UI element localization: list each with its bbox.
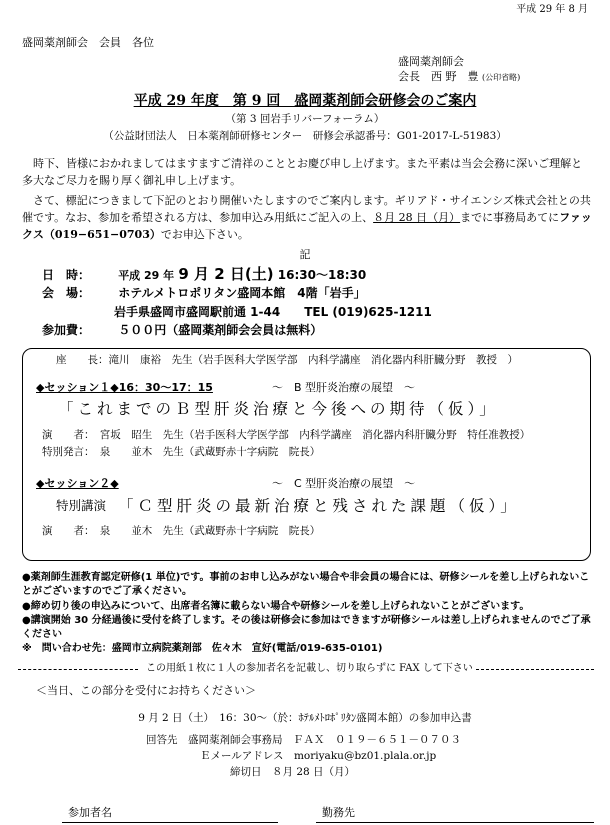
venue-row (42, 285, 366, 301)
note-reception-close: ●講演開始 30 分経過後に受付を終了します。その後は研修会に参加はできますが研修シールは差し上げられませんのでご了承ください (22, 615, 591, 640)
form-email: Ｅメールアドレス moriyaku@bz01.plala.or.jp (200, 750, 437, 762)
venue-address: 岩手県盛岡市盛岡駅前通 1-44 TEL (019)625-1211 (114, 305, 432, 319)
announcement-text: さて、標記につきまして下記のとおり開催いたしますのでご案内します。ギリアド・サイエンシズ株式会社との共催です。なお、参加を希望される方は、参加申込み用紙にご記入の上、 (22, 194, 591, 224)
fee-row (42, 322, 322, 338)
form-recipient: 回答先 盛岡薬剤師会事務局 ＦＡＸ ０１９－６５１－０７０３ (146, 734, 461, 746)
cut-line-right (476, 669, 594, 670)
subtitle: （第 3 回岩手リバーフォーラム） (225, 113, 385, 125)
fee-label: 参加費： (42, 323, 91, 337)
ki-mark: 記 (299, 248, 311, 261)
session1-label: ◆セッション１◆16：30～17：15 (36, 381, 213, 394)
session2-kind: 特別講演 (56, 498, 107, 513)
announcement-text-end: でお申込下さい。 (160, 228, 249, 241)
note-late-registration: ●締め切り後の申込みについて、出席者名簿に載らない場合や研修シールを差し上げられないことがございます。 (22, 601, 530, 612)
date-label: 日 時： (42, 268, 91, 282)
fax-text: ファックス（019−651−0703） (22, 211, 592, 241)
participant-name-label: 参加者名 (68, 806, 112, 819)
form-heading: 9 月 2 日（土） 16：30～（於：ﾎﾃﾙﾒﾄﾛﾎﾟﾘﾀﾝ盛岡本館）の参加申込書 (138, 712, 472, 724)
fee-value: ５００円（盛岡薬剤師会会員は無料） (118, 323, 323, 337)
cut-instruction: この用紙１枚に１人の参加者名を記載し、切り取らずに FAX して下さい (146, 663, 473, 674)
session2-speaker: 演 者： 泉 並木 先生（武蔵野赤十字病院 院長） (42, 525, 321, 537)
chairperson: 座 長：滝川 康裕 先生（岩手医科大学医学部 内科学講座 消化器内科肝臓分野 教授 ） (56, 354, 518, 366)
workplace-label: 勤務先 (322, 806, 355, 819)
date-row (42, 264, 366, 284)
addressee: 盛岡薬剤師会 会員 各位 (22, 36, 154, 49)
session1-theme: ～ B 型肝炎治療の展望 ～ (272, 381, 416, 394)
announcement-paragraph (22, 192, 592, 243)
form-deadline: 締切日 ８月 28 日（月） (230, 766, 356, 778)
greeting-paragraph: 時下、皆様におかれましてはますますご清祥のこととお慶び申し上げます。また平素は当会会務に深いご理解と多大なご尽力を賜り厚く御礼申し上げます。 (22, 157, 583, 187)
workplace-field[interactable] (316, 822, 594, 823)
session1-title: 「これまでのＢ型肝炎治療と今後への期待（仮）」 (58, 400, 499, 418)
reception-note: ＜当日、この部分を受付にお持ちください＞ (36, 684, 256, 697)
venue-label: 会 場： (42, 286, 91, 300)
participant-name-field[interactable] (62, 822, 278, 823)
date-prefix: 平成 29 年 (118, 269, 175, 282)
venue-name: ホテルメトロポリタン盛岡本館 4階「岩手」 (118, 286, 366, 300)
session1-special-remark: 特別発言： 泉 並木 先生（武蔵野赤十字病院 院長） (42, 446, 321, 458)
announcement-text-mid: までに事務局あてに (460, 211, 560, 224)
date-time: 16:30～18:30 (277, 268, 367, 282)
cut-line-left (18, 669, 138, 670)
contact-info: ※ 問い合わせ先：盛岡市立病院薬剤部 佐々木 宣好(電話/019-635-0101) (22, 643, 383, 654)
session2-title: 「Ｃ型肝炎の最新治療と残された課題（仮）」 (118, 497, 520, 515)
session2-label: ◆セッション２◆ (36, 477, 119, 490)
sender-org: 盛岡薬剤師会 (398, 55, 464, 68)
sender-president (398, 70, 520, 85)
session1-speaker: 演 者： 宮坂 昭生 先生（岩手医科大学医学部 内科学講座 消化器内科肝臓分野 特任准教授） (42, 429, 531, 441)
president-name: 会長 西 野 豊 (398, 70, 479, 83)
page-title: 平成 29 年度 第 9 回 盛岡薬剤師会研修会のご案内 (133, 93, 477, 109)
note-credit: ●薬剤師生涯教育認定研修(1 単位)です。事前のお申し込みがない場合や非会員の場合には、研修シールを差し上げられないことがございますのでご了承ください。 (22, 572, 590, 597)
accreditation: （公益財団法人 日本薬剤師研修センター 研修会承認番号：G01-2017-L-51983） (103, 130, 507, 142)
session2-theme: ～ C 型肝炎治療の展望 ～ (272, 477, 416, 490)
seal-note: (公印省略) (482, 73, 521, 82)
document-date: 平成 29 年 8 月 (516, 4, 588, 15)
deadline-text: ８月 28 日（月） (373, 211, 461, 224)
date-main: 9 月 2 日(土) (178, 265, 274, 283)
